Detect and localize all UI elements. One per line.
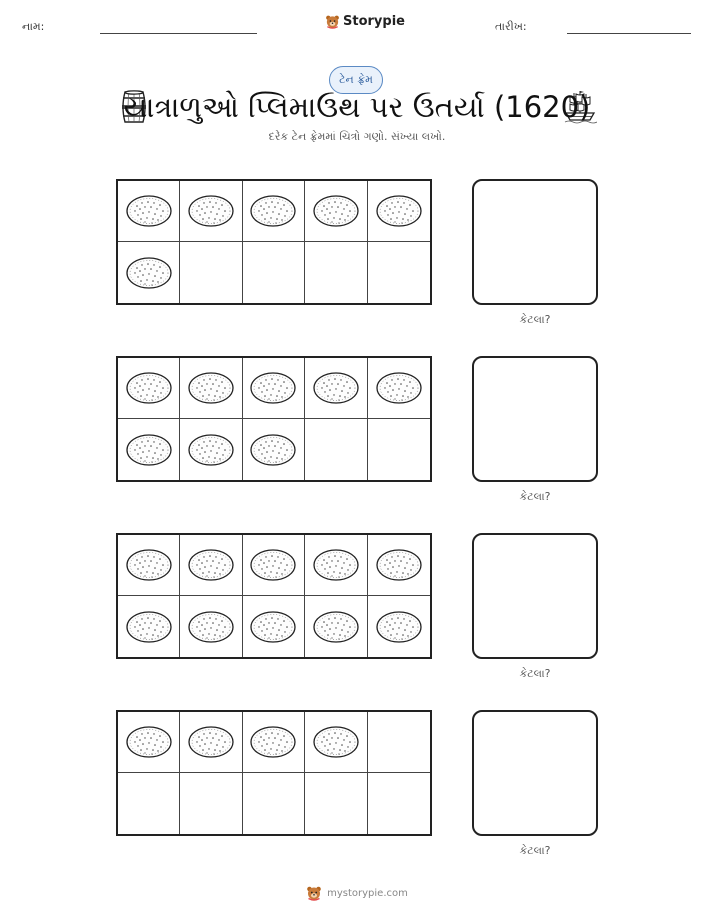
- cookie-icon: [312, 371, 360, 405]
- cookie-icon: [249, 725, 297, 759]
- ten-frame-cell: [243, 773, 305, 834]
- answer-box[interactable]: [472, 179, 598, 305]
- instructions: દરેક ટેન ફ્રેમમાં ચિત્રો ગણો. સંખ્યા લખો.: [268, 130, 446, 143]
- how-many-label: કેટલા?: [519, 313, 551, 326]
- cookie-icon: [312, 548, 360, 582]
- name-label: નામ:: [22, 20, 45, 33]
- cookie-icon: [125, 433, 173, 467]
- ten-frame-cell: [368, 242, 430, 303]
- ten-frame-cell: [118, 419, 180, 480]
- cookie-icon: [125, 610, 173, 644]
- ten-frame-cell: [243, 242, 305, 303]
- cookie-icon: [375, 194, 423, 228]
- ten-frame-cell: [305, 181, 367, 242]
- ten-frame-cell: [118, 773, 180, 834]
- ten-frame-cell: [118, 535, 180, 596]
- ten-frame-cell: [180, 596, 242, 657]
- ten-frame-cell: [305, 358, 367, 419]
- footer: [0, 885, 714, 901]
- ten-frame-cell: [305, 535, 367, 596]
- ten-frame-cell: [305, 596, 367, 657]
- ten-frame-cell: [118, 181, 180, 242]
- bear-icon: [325, 14, 340, 29]
- ten-frame-cell: [180, 773, 242, 834]
- cookie-icon: [125, 548, 173, 582]
- cookie-icon: [187, 610, 235, 644]
- ten-frame-cell: [305, 773, 367, 834]
- name-line[interactable]: [100, 33, 257, 34]
- cookie-icon: [312, 610, 360, 644]
- answer-box[interactable]: [472, 356, 598, 482]
- ten-frame-cell: [243, 181, 305, 242]
- cookie-icon: [125, 725, 173, 759]
- cookie-icon: [187, 725, 235, 759]
- date-label: તારીખ:: [495, 20, 527, 33]
- cookie-icon: [125, 371, 173, 405]
- brand-logo: [325, 14, 405, 29]
- footer-url[interactable]: mystorypie.com: [327, 887, 408, 899]
- ten-frame-cell: [180, 181, 242, 242]
- ten-frame-cell: [243, 596, 305, 657]
- ten-frame-cell: [368, 419, 430, 480]
- ten-frame-cell: [180, 242, 242, 303]
- cookie-icon: [312, 725, 360, 759]
- cookie-icon: [249, 433, 297, 467]
- ten-frame-cell: [368, 535, 430, 596]
- ten-frame-cell: [180, 358, 242, 419]
- how-many-label: કેટલા?: [519, 667, 551, 680]
- cookie-icon: [375, 610, 423, 644]
- ten-frame-cell: [305, 712, 367, 773]
- ten-frame-cell: [180, 535, 242, 596]
- ten-frame: [116, 533, 432, 659]
- how-many-label: કેટલા?: [519, 844, 551, 857]
- ten-frame: [116, 710, 432, 836]
- cookie-icon: [187, 194, 235, 228]
- cookie-icon: [249, 548, 297, 582]
- cookie-icon: [125, 256, 173, 290]
- ten-frame-cell: [118, 358, 180, 419]
- ten-frame-cell: [243, 535, 305, 596]
- ten-frame-cell: [368, 773, 430, 834]
- cookie-icon: [375, 371, 423, 405]
- ten-frame-cell: [368, 712, 430, 773]
- ten-frame-cell: [243, 712, 305, 773]
- ten-frame: [116, 179, 432, 305]
- ten-frame-badge: ટેન ફ્રેમ: [329, 66, 383, 94]
- cookie-icon: [249, 610, 297, 644]
- cookie-icon: [187, 548, 235, 582]
- ten-frame-cell: [243, 358, 305, 419]
- cookie-icon: [187, 371, 235, 405]
- ten-frame-cell: [368, 358, 430, 419]
- ten-frame-cell: [118, 242, 180, 303]
- cookie-icon: [125, 194, 173, 228]
- cookie-icon: [249, 371, 297, 405]
- brand-name: Storypie: [343, 14, 405, 29]
- ten-frame: [116, 356, 432, 482]
- page-title: યાત્રાળુઓ પ્લિમાઉથ પર ઉતર્યા (1620): [123, 90, 591, 124]
- how-many-label: કેટલા?: [519, 490, 551, 503]
- bear-icon: [306, 885, 322, 901]
- ten-frame-cell: [180, 712, 242, 773]
- cookie-icon: [312, 194, 360, 228]
- answer-box[interactable]: [472, 533, 598, 659]
- cookie-icon: [375, 548, 423, 582]
- ten-frame-cell: [368, 181, 430, 242]
- ten-frame-cell: [368, 596, 430, 657]
- cookie-icon: [249, 194, 297, 228]
- ten-frame-cell: [180, 419, 242, 480]
- ten-frame-cell: [118, 596, 180, 657]
- ten-frame-cell: [305, 242, 367, 303]
- cookie-icon: [187, 433, 235, 467]
- ten-frame-cell: [118, 712, 180, 773]
- ten-frame-cell: [243, 419, 305, 480]
- ten-frame-cell: [305, 419, 367, 480]
- answer-box[interactable]: [472, 710, 598, 836]
- date-line[interactable]: [567, 33, 691, 34]
